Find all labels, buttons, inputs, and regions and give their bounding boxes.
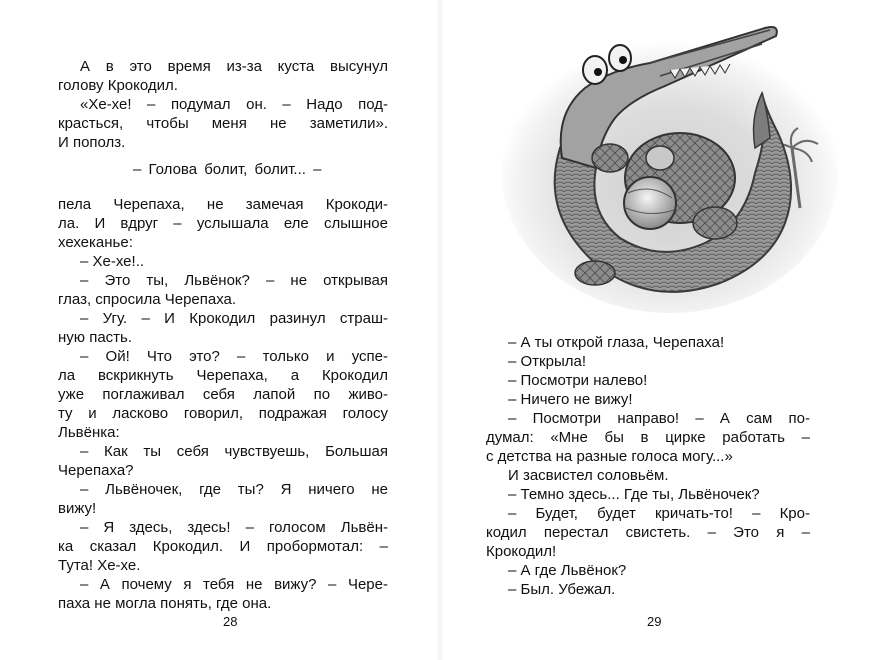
text-line: – Ой! Что это? – только и успе-: [80, 348, 388, 365]
text-line: ла вскрикнуть Черепаха, а Крокодил: [58, 367, 388, 384]
text-line: – Темно здесь... Где ты, Львёночек?: [508, 486, 760, 503]
text-line: Тута! Хе-хе.: [58, 557, 141, 574]
text-line: – Угу. – И Крокодил разинул страш-: [80, 310, 388, 327]
right-page: [440, 0, 880, 660]
text-line: – Открыла!: [508, 353, 586, 370]
text-line: красться, чтобы меня не заметили».: [58, 115, 388, 132]
text-line: – А где Львёнок?: [508, 562, 627, 579]
text-line: – Как ты себя чувствуешь, Большая: [80, 443, 388, 460]
text-line: паха не могла понять, где она.: [58, 595, 272, 612]
text-line: И пополз.: [58, 134, 126, 151]
text-line: Черепаха?: [58, 462, 134, 479]
text-line: – Ничего не вижу!: [508, 391, 633, 408]
crocodile-illustration: [500, 8, 840, 313]
text-line: ту и ласково говорил, подражая голосу: [58, 405, 388, 422]
text-line: – Будет, будет кричать-то! – Кро-: [508, 505, 810, 522]
text-line: хехеканье:: [58, 234, 133, 251]
text-line: – А почему я тебя не вижу? – Чере-: [80, 576, 388, 593]
text-line: Львёнка:: [58, 424, 120, 441]
text-line: – Львёночек, где ты? Я ничего не: [80, 481, 388, 498]
text-line: с детства на разные голоса могу...»: [486, 448, 733, 465]
page-number: 28: [223, 614, 238, 629]
text-line: уже поглаживал себя лапой по живо-: [58, 386, 388, 403]
text-line: Крокодил!: [486, 543, 557, 560]
text-line: – Я здесь, здесь! – голосом Львён-: [80, 519, 388, 536]
text-line: – Хе-хе!..: [80, 253, 145, 270]
text-line: «Хе-хе! – подумал он. – Надо под-: [80, 96, 388, 113]
text-line: вижу!: [58, 500, 97, 517]
text-line: пела Черепаха, не замечая Крокоди-: [58, 196, 388, 213]
text-line: – А ты открой глаза, Черепаха!: [508, 334, 725, 351]
text-line: думал: «Мне бы в цирке работать –: [486, 429, 810, 446]
text-line: А в это время из-за куста высунул: [80, 58, 388, 75]
text-line: кодил перестал свистеть. – Это я –: [486, 524, 810, 541]
text-line: – Посмотри направо! – А сам по-: [508, 410, 810, 427]
text-line: ка сказал Крокодил. И пробормотал: –: [58, 538, 388, 555]
text-line: – Посмотри налево!: [508, 372, 648, 389]
song-line: – Голова болит, болит... –: [133, 161, 322, 178]
text-line: голову Крокодил.: [58, 77, 178, 94]
text-line: ную пасть.: [58, 329, 133, 346]
text-line: – Был. Убежал.: [508, 581, 616, 598]
page-number: 29: [647, 614, 662, 629]
text-line: ла. И вдруг – услышала еле слышное: [58, 215, 388, 232]
text-line: – Это ты, Львёнок? – не открывая: [80, 272, 388, 289]
text-line: И засвистел соловьём.: [508, 467, 669, 484]
text-line: глаз, спросила Черепаха.: [58, 291, 237, 308]
